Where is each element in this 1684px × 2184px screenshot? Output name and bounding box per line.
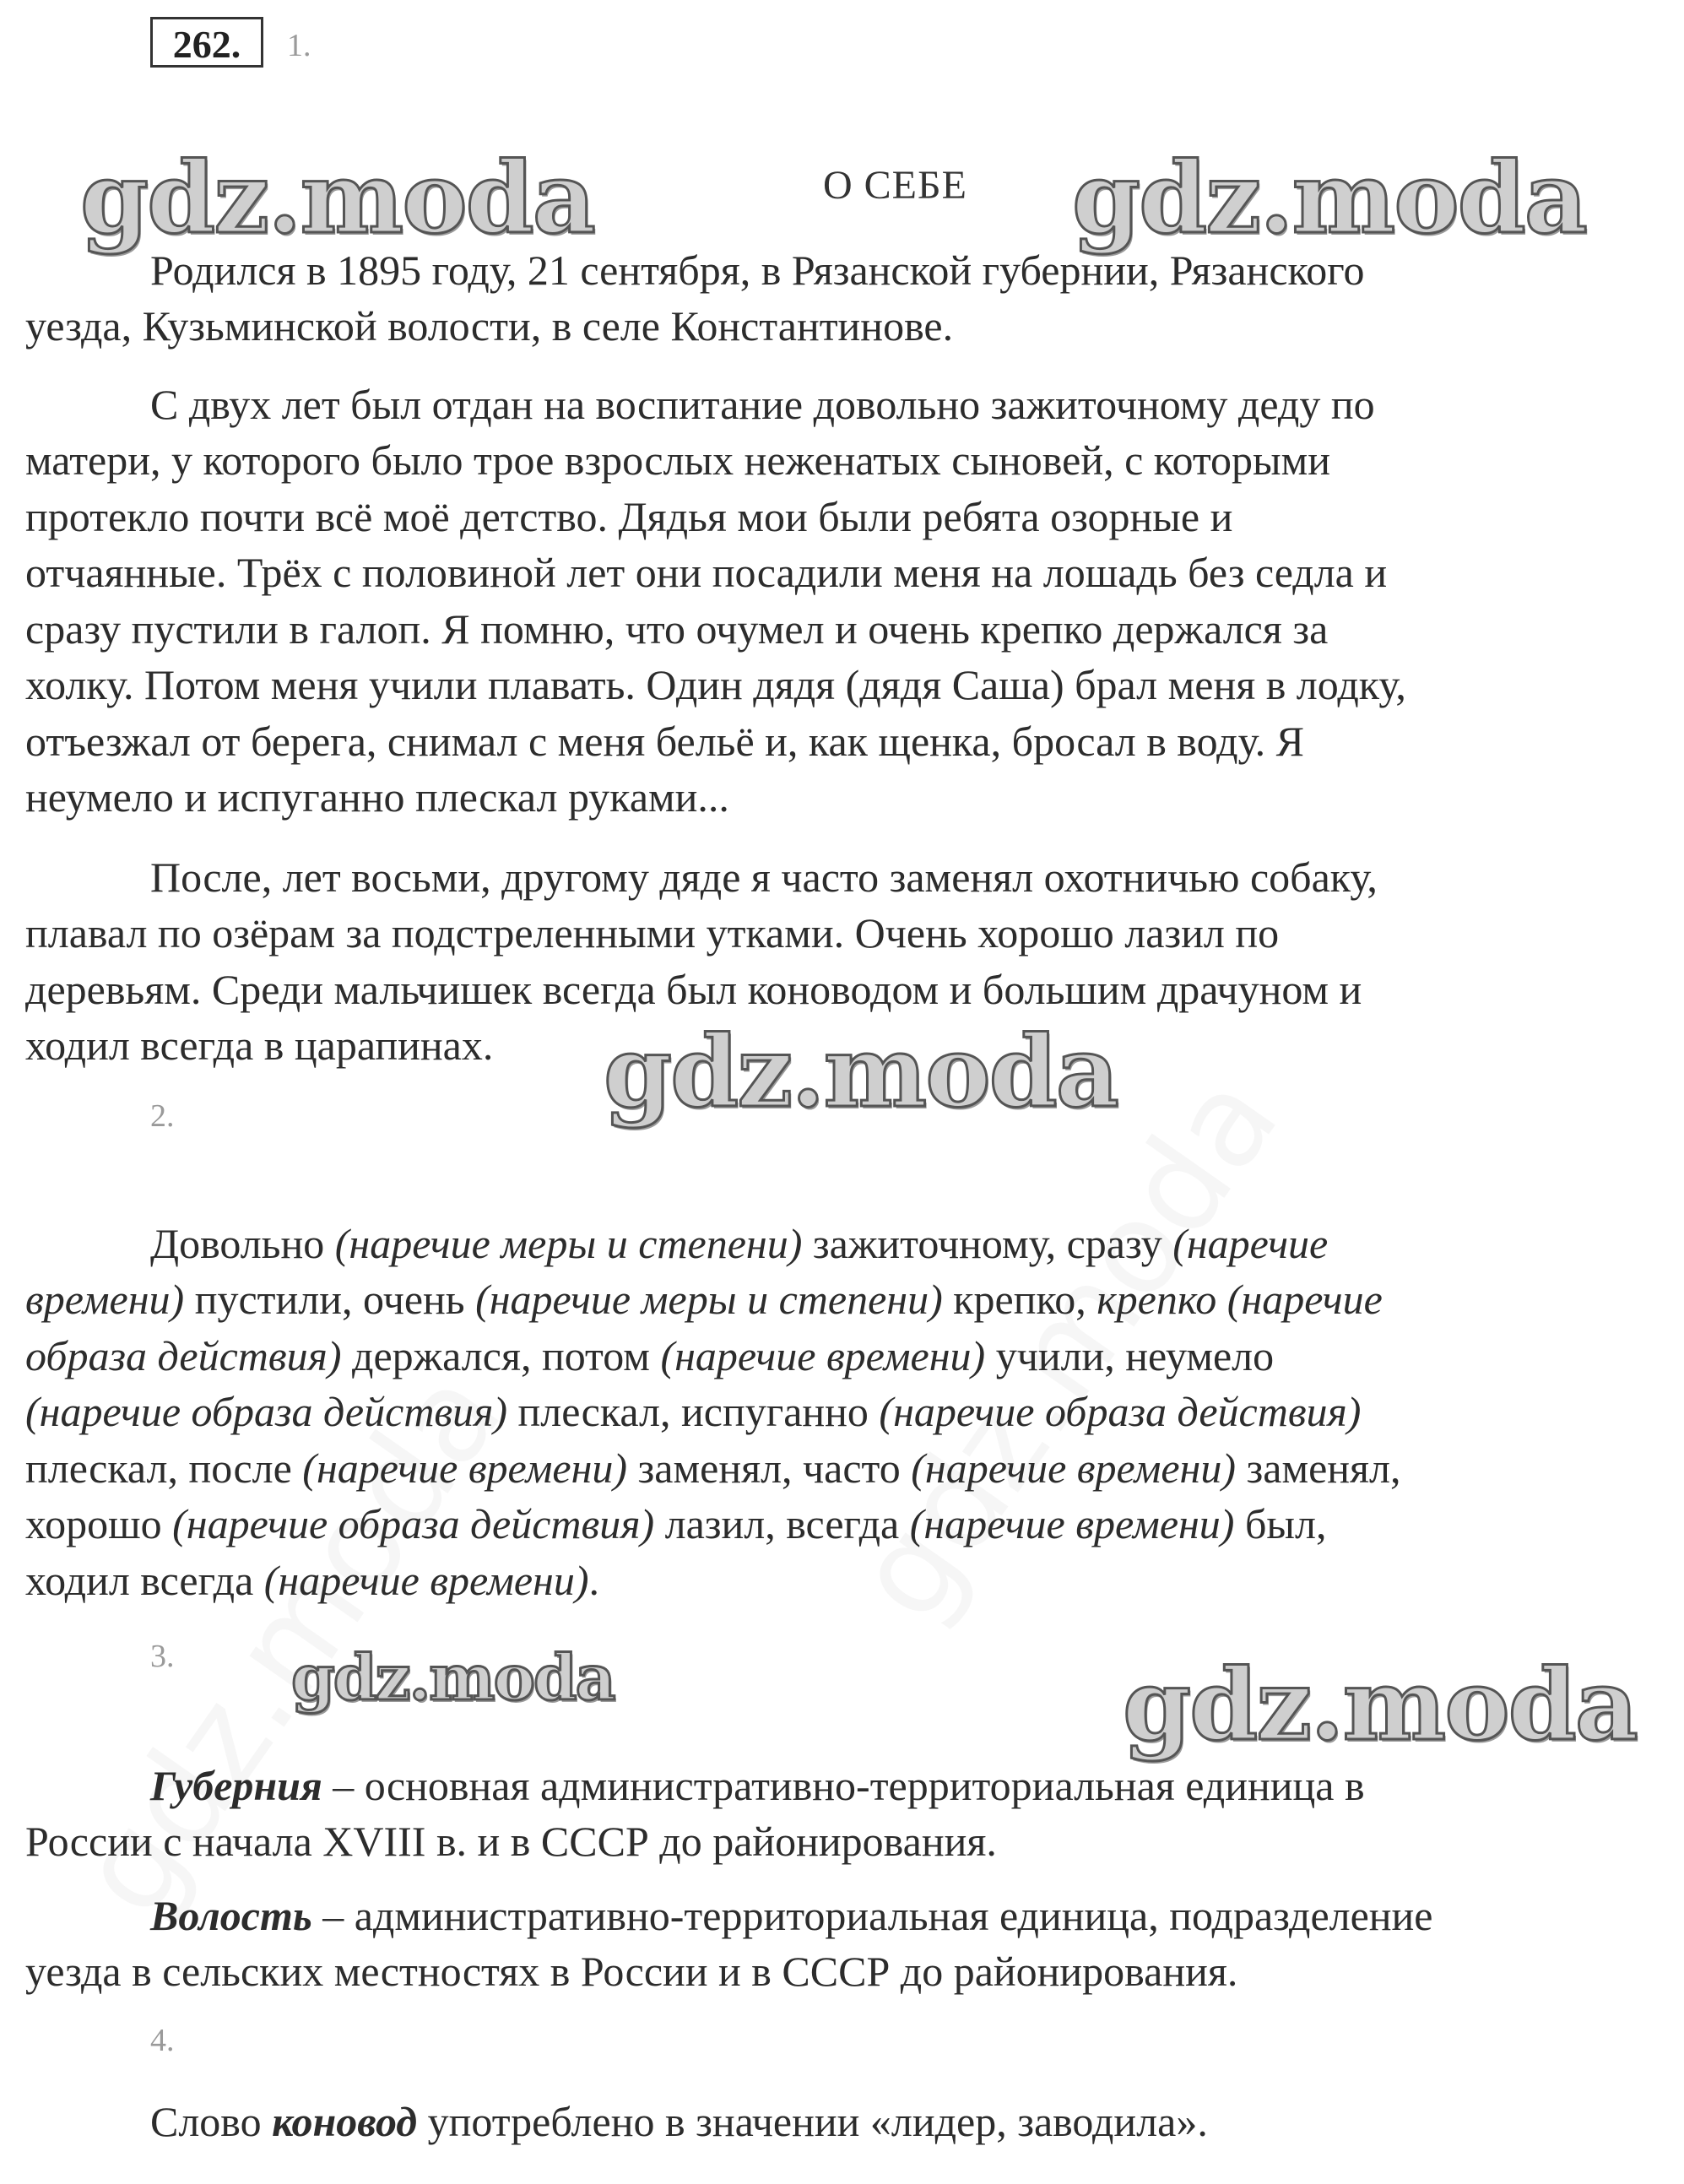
- part-of-speech-note: (наречие образа действия): [172, 1500, 655, 1547]
- text-line: матери, у которого было трое взрослых неженатых сыновей, с которыми: [25, 436, 1331, 484]
- text-line: сразу пустили в галоп. Я помню, что очумел и очень крепко держался за: [25, 605, 1329, 653]
- part-of-speech-note: (наречие образа действия): [25, 1388, 508, 1435]
- part-of-speech-note: (наречие: [1172, 1220, 1329, 1267]
- analysis-text: зажиточному, сразу: [802, 1220, 1173, 1267]
- analysis-text: крепко,: [942, 1276, 1097, 1323]
- analysis-text: заменял, часто: [627, 1444, 912, 1492]
- text-line: После, лет восьми, другому дяде я часто заменял охотничью собаку,: [150, 854, 1378, 901]
- part-of-speech-note: (наречие времени): [911, 1444, 1237, 1492]
- text-line: неумело и испуганно плескал руками...: [25, 773, 729, 821]
- analysis-line: [25, 1553, 599, 1608]
- watermark: gdz.moda: [80, 141, 594, 256]
- analysis-line: [25, 1384, 1361, 1439]
- part-of-speech-note: времени): [25, 1276, 185, 1323]
- part-of-speech-note: (наречие времени): [302, 1444, 628, 1492]
- definition-text: – административно-территориальная единица, подразделение: [311, 1892, 1433, 1939]
- text-line: деревьям. Среди мальчишек всегда был коноводом и большим драчуном и: [25, 966, 1362, 1013]
- final-sentence: [150, 2094, 1208, 2149]
- part-of-speech-note: (наречие времени): [263, 1557, 589, 1604]
- term-volost: Волость: [150, 1892, 312, 1939]
- analysis-text: .: [588, 1557, 600, 1604]
- analysis-text: лазил, всегда: [654, 1500, 910, 1547]
- part-of-speech-note: (наречие времени): [660, 1332, 986, 1379]
- text-line: Родился в 1895 году, 21 сентября, в Рязанской губернии, Рязанского: [150, 247, 1365, 294]
- analysis-line: [150, 1216, 1328, 1271]
- text-line: России с начала XVIII в. и в СССР до районирования.: [25, 1818, 997, 1865]
- analysis-line: [25, 1328, 1274, 1384]
- watermark: gdz.moda: [1072, 141, 1586, 256]
- text-line: С двух лет был отдан на воспитание довольно зажиточному деду по: [150, 381, 1375, 428]
- text-line: уезда, Кузьминской волости, в селе Константинове.: [25, 302, 954, 350]
- analysis-text: плескал, испуганно: [507, 1388, 880, 1435]
- final-after: употреблено в значении «лидер, заводила».: [417, 2098, 1208, 2145]
- analysis-text: держался, потом: [341, 1332, 661, 1379]
- part-number-1: 1.: [287, 28, 311, 63]
- term-konovod: коновод: [272, 2098, 418, 2145]
- definition-volost: [150, 1888, 1433, 1943]
- text-line: уезда в сельских местностях в России и в СССР до районирования.: [25, 1948, 1238, 1995]
- part-number-4: 4.: [150, 2023, 175, 2058]
- part-of-speech-note: крепко (наречие: [1096, 1276, 1383, 1323]
- exercise-number: 262.: [150, 17, 263, 68]
- text-line: холку. Потом меня учили плавать. Один дядя (дядя Саша) брал меня в лодку,: [25, 661, 1406, 708]
- part-of-speech-note: (наречие меры и степени): [475, 1276, 943, 1323]
- final-before: Слово: [150, 2098, 273, 2145]
- text-line: плавал по озёрам за подстреленными утками. Очень хорошо лазил по: [25, 909, 1280, 957]
- analysis-line: [25, 1496, 1326, 1552]
- analysis-text: ходил всегда: [25, 1557, 264, 1604]
- analysis-text: учили, неумело: [985, 1332, 1275, 1379]
- watermark: gdz.moda: [604, 1015, 1118, 1130]
- definition-text: – основная административно-территориальная единица в: [322, 1762, 1365, 1809]
- analysis-text: был,: [1234, 1500, 1327, 1547]
- analysis-line: [25, 1440, 1401, 1496]
- analysis-text: плескал, после: [25, 1444, 303, 1492]
- text-line: протекло почти всё моё детство. Дядья мои были ребята озорные и: [25, 493, 1233, 540]
- analysis-text: заменял,: [1236, 1444, 1401, 1492]
- analysis-text: хорошо: [25, 1500, 173, 1547]
- text-line: ходил всегда в царапинах.: [25, 1022, 494, 1069]
- analysis-line: [25, 1271, 1383, 1327]
- part-of-speech-note: образа действия): [25, 1332, 342, 1379]
- page-title: О СЕБЕ: [823, 163, 967, 208]
- part-of-speech-note: (наречие образа действия): [879, 1388, 1362, 1435]
- part-number-3: 3.: [150, 1639, 175, 1674]
- analysis-text: пустили, очень: [184, 1276, 476, 1323]
- part-number-2: 2.: [150, 1098, 175, 1134]
- definition-gubernia: [150, 1758, 1365, 1813]
- text-line: отъезжал от берега, снимал с меня бельё и, как щенка, бросал в воду. Я: [25, 718, 1304, 765]
- part-of-speech-note: (наречие меры и степени): [334, 1220, 803, 1267]
- analysis-text: Довольно: [150, 1220, 335, 1267]
- part-of-speech-note: (наречие времени): [909, 1500, 1235, 1547]
- text-line: отчаянные. Трёх с половиной лет они посадили меня на лошадь без седла и: [25, 549, 1388, 596]
- watermark: gdz.moda: [1123, 1648, 1637, 1763]
- watermark: gdz.moda: [291, 1642, 615, 1715]
- term-gubernia: Губерния: [150, 1762, 322, 1809]
